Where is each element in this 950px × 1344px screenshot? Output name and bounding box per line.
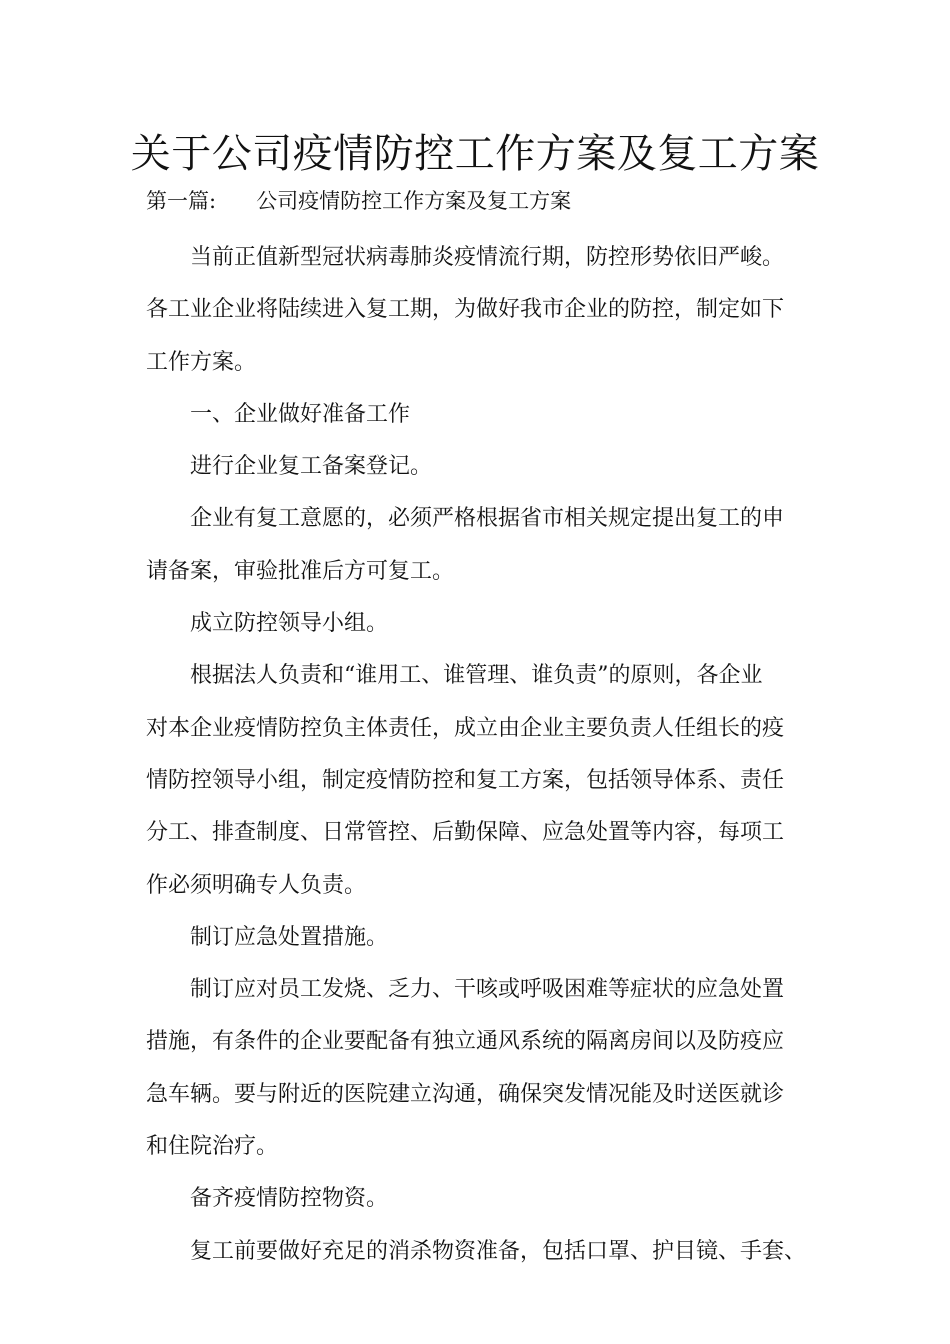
- document-title: 关于公司疫情防控工作方案及复工方案: [130, 131, 820, 177]
- section-heading: 一、企业做好准备工作: [190, 401, 411, 427]
- text-line: 分工、排查制度、日常管控、后勤保障、应急处置等内容，每项工: [146, 820, 785, 846]
- text-line: 企业有复工意愿的，必须严格根据省市相关规定提出复工的申: [190, 506, 785, 532]
- text-line: 和住院治疗。: [146, 1134, 279, 1160]
- subsection-heading: 进行企业复工备案登记。: [190, 454, 433, 480]
- text-line: 请备案，审验批准后方可复工。: [146, 558, 455, 584]
- subsection-heading: 成立防控领导小组。: [190, 611, 389, 637]
- text-line: 制订应对员工发烧、乏力、干咳或呼吸困难等症状的应急处置: [190, 977, 785, 1003]
- part-heading: [146, 185, 571, 217]
- text-line: 急车辆。要与附近的医院建立沟通，确保突发情况能及时送医就诊: [146, 1081, 785, 1107]
- text-line: 复工前要做好充足的消杀物资准备，包括口罩、护目镜、手套、: [190, 1238, 807, 1264]
- subsection-heading: 制订应急处置措施。: [190, 924, 389, 950]
- text-line: 工作方案。: [146, 349, 257, 375]
- text-line: 措施，有条件的企业要配备有独立通风系统的隔离房间以及防疫应: [146, 1029, 785, 1055]
- text-line: 情防控领导小组，制定疫情防控和复工方案，包括领导体系、责任: [146, 767, 785, 793]
- part-title: 公司疫情防控工作方案及复工方案: [256, 189, 572, 213]
- text-line: 各工业企业将陆续进入复工期，为做好我市企业的防控，制定如下: [146, 297, 785, 323]
- subsection-heading: 备齐疫情防控物资。: [190, 1186, 389, 1212]
- text-line: 根据法人负责和“谁用工、谁管理、谁负责”的原则，各企业: [190, 663, 763, 689]
- text-line: 当前正值新型冠状病毒肺炎疫情流行期，防控形势依旧严峻。: [190, 245, 785, 270]
- text-line: 对本企业疫情防控负主体责任，成立由企业主要负责人任组长的疫: [146, 715, 785, 741]
- text-line: 作必须明确专人负责。: [146, 872, 367, 898]
- part-label: 第一篇:: [146, 189, 217, 213]
- body-text: [146, 232, 811, 1278]
